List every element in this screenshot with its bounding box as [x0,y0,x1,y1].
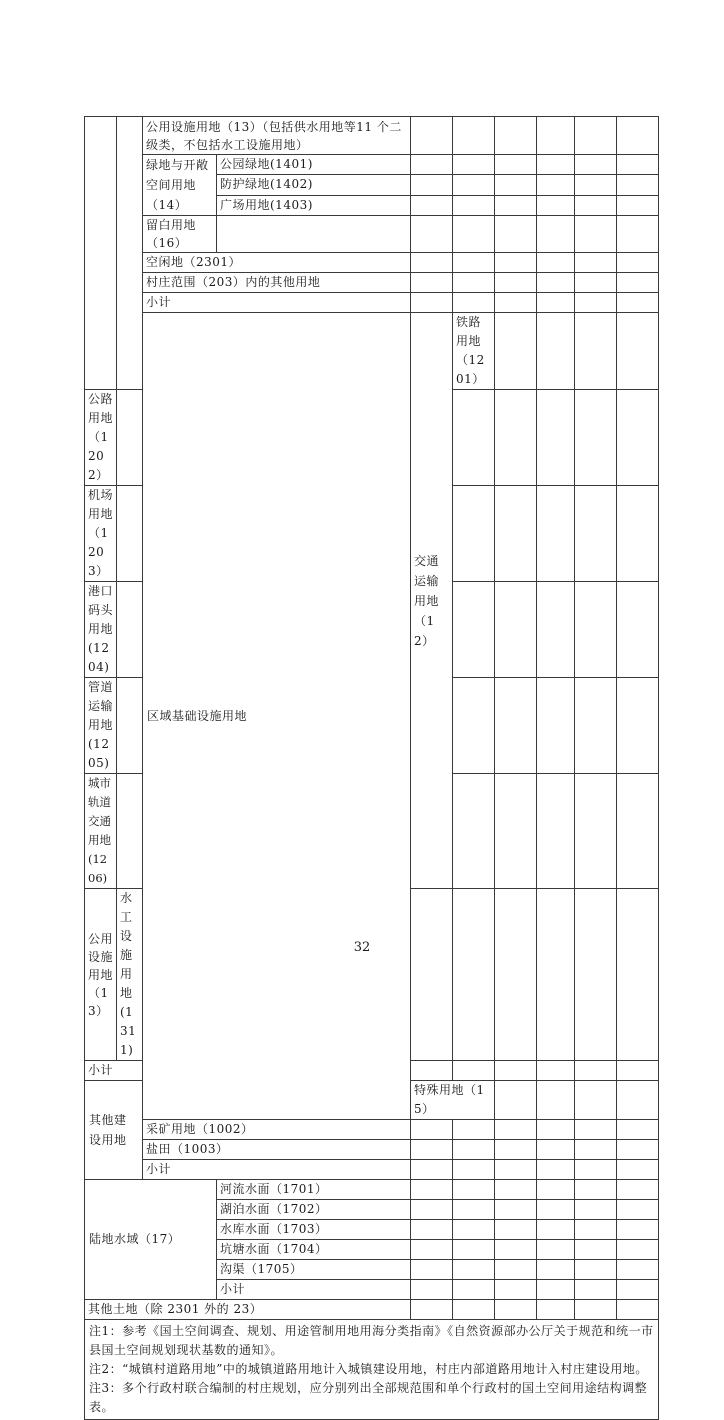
category-cell [117,117,143,390]
value-cell [617,1061,659,1081]
value-cell [575,1180,617,1200]
value-cell [575,774,617,889]
value-cell [411,1200,453,1220]
value-cell [453,1280,495,1300]
value-cell [575,117,617,155]
subtotal-label: 小计 [85,1061,143,1081]
row-label: 广场用地(1403) [217,195,411,215]
category-cell [85,117,117,390]
value-cell [575,313,617,390]
subcategory-label: 绿地与开敞空间用地（14） [143,155,217,216]
subtotal-label: 小计 [217,1280,411,1300]
row-label: 水工设施用地(1311) [117,889,143,1061]
value-cell [617,195,659,215]
value-cell [617,1300,659,1320]
row-label: 采矿用地（1002） [143,1120,411,1140]
value-cell [537,1120,575,1140]
value-cell [411,273,453,293]
value-cell [453,486,495,582]
value-cell [617,273,659,293]
value-cell [453,117,495,155]
value-cell [537,216,575,253]
value-cell [411,155,453,175]
table-row [85,216,659,253]
blank-cell [217,216,411,253]
value-cell [411,1140,453,1160]
row-label: 盐田（1003） [143,1140,411,1160]
value-cell [411,293,453,313]
value-cell [411,175,453,195]
page-number: 32 [353,940,371,955]
value-cell [495,1220,537,1240]
value-cell [617,117,659,155]
row-label: 公园绿地(1401) [217,155,411,175]
row-label: 河流水面（1701） [217,1180,411,1200]
value-cell [537,1220,575,1240]
value-cell [575,1200,617,1220]
value-cell [495,1260,537,1280]
value-cell [453,195,495,215]
value-cell [453,1160,495,1180]
table-row [85,253,659,273]
table-row [85,155,659,175]
value-cell [453,293,495,313]
value-cell [575,582,617,678]
value-cell [411,1280,453,1300]
value-cell [617,1081,659,1120]
value-cell [117,582,143,678]
value-cell [575,889,617,1061]
value-cell [575,1160,617,1180]
value-cell [537,195,575,215]
value-cell [411,253,453,273]
value-cell [453,1061,495,1081]
value-cell [575,678,617,774]
value-cell [495,774,537,889]
row-label: 公用设施用地（13）（包括供水用地等11 个二级类，不包括水工设施用地） [143,117,411,155]
value-cell [575,1120,617,1140]
value-cell [537,313,575,390]
value-cell [537,889,575,1061]
value-cell [537,486,575,582]
value-cell [495,678,537,774]
value-cell [575,1300,617,1320]
value-cell [537,293,575,313]
value-cell [575,1280,617,1300]
value-cell [575,1061,617,1081]
value-cell [453,582,495,678]
value-cell [575,486,617,582]
category-label: 其他建设用地 [85,1081,143,1180]
value-cell [495,293,537,313]
value-cell [411,1160,453,1180]
value-cell [411,1220,453,1240]
value-cell [575,1081,617,1120]
value-cell [575,1260,617,1280]
value-cell [617,1260,659,1280]
value-cell [495,889,537,1061]
value-cell [411,889,453,1061]
value-cell [453,253,495,273]
table-row [85,1180,659,1200]
table-row [85,1300,659,1320]
value-cell [537,582,575,678]
value-cell [537,1240,575,1260]
notes-cell [85,1320,659,1420]
value-cell [617,313,659,390]
row-label: 沟渠（1705） [217,1260,411,1280]
value-cell [575,1220,617,1240]
row-label: 防护绿地(1402) [217,175,411,195]
value-cell [575,293,617,313]
row-label: 村庄范围（203）内的其他用地 [143,273,411,293]
value-cell [453,1300,495,1320]
subcategory-label: 公用设施用地（13） [85,889,117,1061]
value-cell [537,253,575,273]
note-3: 注3：多个行政村联合编制的村庄规划，应分别列出全部规范围和单个行政村的国土空间用途结构调整表。 [89,1381,648,1414]
value-cell [411,1061,453,1081]
value-cell [495,486,537,582]
value-cell [117,774,143,889]
value-cell [411,1260,453,1280]
value-cell [575,253,617,273]
value-cell [453,678,495,774]
value-cell [537,273,575,293]
row-label: 其他土地（除 2301 外的 23） [85,1300,411,1320]
value-cell [495,1120,537,1140]
value-cell [495,195,537,215]
value-cell [495,1061,537,1081]
value-cell [617,216,659,253]
value-cell [411,1120,453,1140]
value-cell [453,155,495,175]
value-cell [575,175,617,195]
value-cell [617,486,659,582]
value-cell [575,216,617,253]
value-cell [537,390,575,486]
value-cell [453,175,495,195]
note-2: 注2：“城镇村道路用地”中的城镇道路用地计入城镇建设用地，村庄内部道路用地计入村庄建设用地。 [89,1362,648,1376]
value-cell [537,117,575,155]
table-row [85,117,659,155]
value-cell [537,1061,575,1081]
value-cell [453,216,495,253]
value-cell [495,1280,537,1300]
row-label: 特殊用地（15） [411,1081,495,1120]
value-cell [617,889,659,1061]
table-row [85,1120,659,1140]
value-cell [453,1260,495,1280]
row-label: 留白用地（16） [143,216,217,253]
value-cell [495,117,537,155]
table-row [85,1140,659,1160]
value-cell [495,1160,537,1180]
value-cell [537,175,575,195]
table-row [85,293,659,313]
value-cell [495,390,537,486]
value-cell [495,313,537,390]
subtotal-label: 小计 [143,293,411,313]
row-label: 港口码头用地(1204) [85,582,117,678]
value-cell [117,678,143,774]
value-cell [495,253,537,273]
value-cell [495,273,537,293]
value-cell [617,1140,659,1160]
value-cell [575,195,617,215]
notes-row [85,1320,659,1420]
row-label: 湖泊水面（1702） [217,1200,411,1220]
value-cell [411,1180,453,1200]
value-cell [617,175,659,195]
value-cell [453,1220,495,1240]
subcategory-label: 交通运输用地（12） [411,313,453,889]
value-cell [117,390,143,486]
value-cell [537,1160,575,1180]
value-cell [575,1240,617,1260]
value-cell [537,1300,575,1320]
category-label: 区域基础设施用地 [143,313,411,1120]
value-cell [411,1240,453,1260]
value-cell [575,1140,617,1160]
value-cell [453,1140,495,1160]
value-cell [411,117,453,155]
value-cell [495,216,537,253]
value-cell [617,390,659,486]
value-cell [495,1180,537,1200]
row-label: 管道运输用地(1205) [85,678,117,774]
value-cell [617,1240,659,1260]
value-cell [495,582,537,678]
value-cell [117,486,143,582]
value-cell [575,155,617,175]
value-cell [617,253,659,273]
value-cell [617,1160,659,1180]
value-cell [537,1180,575,1200]
table-row [85,273,659,293]
value-cell [617,1200,659,1220]
row-label: 城市轨道交通用地(1206) [85,774,117,889]
value-cell [617,155,659,175]
value-cell [537,1280,575,1300]
value-cell [453,390,495,486]
value-cell [495,1140,537,1160]
value-cell [537,1200,575,1220]
value-cell [495,1200,537,1220]
category-label: 陆地水域（17） [85,1180,217,1300]
value-cell [495,1240,537,1260]
value-cell [575,390,617,486]
value-cell [537,1081,575,1120]
note-1: 注1：参考《国土空间调查、规划、用途管制用地用海分类指南》《自然资源部办公厅关于规范和统一市县国土空间规划现状基数的通知》。 [89,1324,654,1357]
value-cell [453,889,495,1061]
value-cell [617,293,659,313]
value-cell [617,1280,659,1300]
value-cell [537,678,575,774]
table-row [85,1160,659,1180]
row-label: 铁路用地（1201） [453,313,495,390]
value-cell [411,195,453,215]
subtotal-label: 小计 [143,1160,411,1180]
value-cell [495,1300,537,1320]
row-label: 公路用地（1202） [85,390,117,486]
value-cell [617,1220,659,1240]
value-cell [617,1180,659,1200]
value-cell [411,1300,453,1320]
land-use-structure-table [84,116,659,1420]
value-cell [411,216,453,253]
value-cell [453,1180,495,1200]
value-cell [453,1200,495,1220]
row-label: 坑塘水面（1704） [217,1240,411,1260]
value-cell [495,175,537,195]
row-label: 机场用地（1203） [85,486,117,582]
value-cell [453,273,495,293]
value-cell [537,155,575,175]
value-cell [617,582,659,678]
value-cell [617,678,659,774]
row-label: 水库水面（1703） [217,1220,411,1240]
value-cell [495,1081,537,1120]
value-cell [617,774,659,889]
value-cell [453,1120,495,1140]
value-cell [537,774,575,889]
value-cell [495,155,537,175]
value-cell [453,1240,495,1260]
value-cell [617,1120,659,1140]
value-cell [453,774,495,889]
row-label: 空闲地（2301） [143,253,411,273]
value-cell [575,273,617,293]
value-cell [537,1140,575,1160]
value-cell [537,1260,575,1280]
table-row [85,313,659,390]
